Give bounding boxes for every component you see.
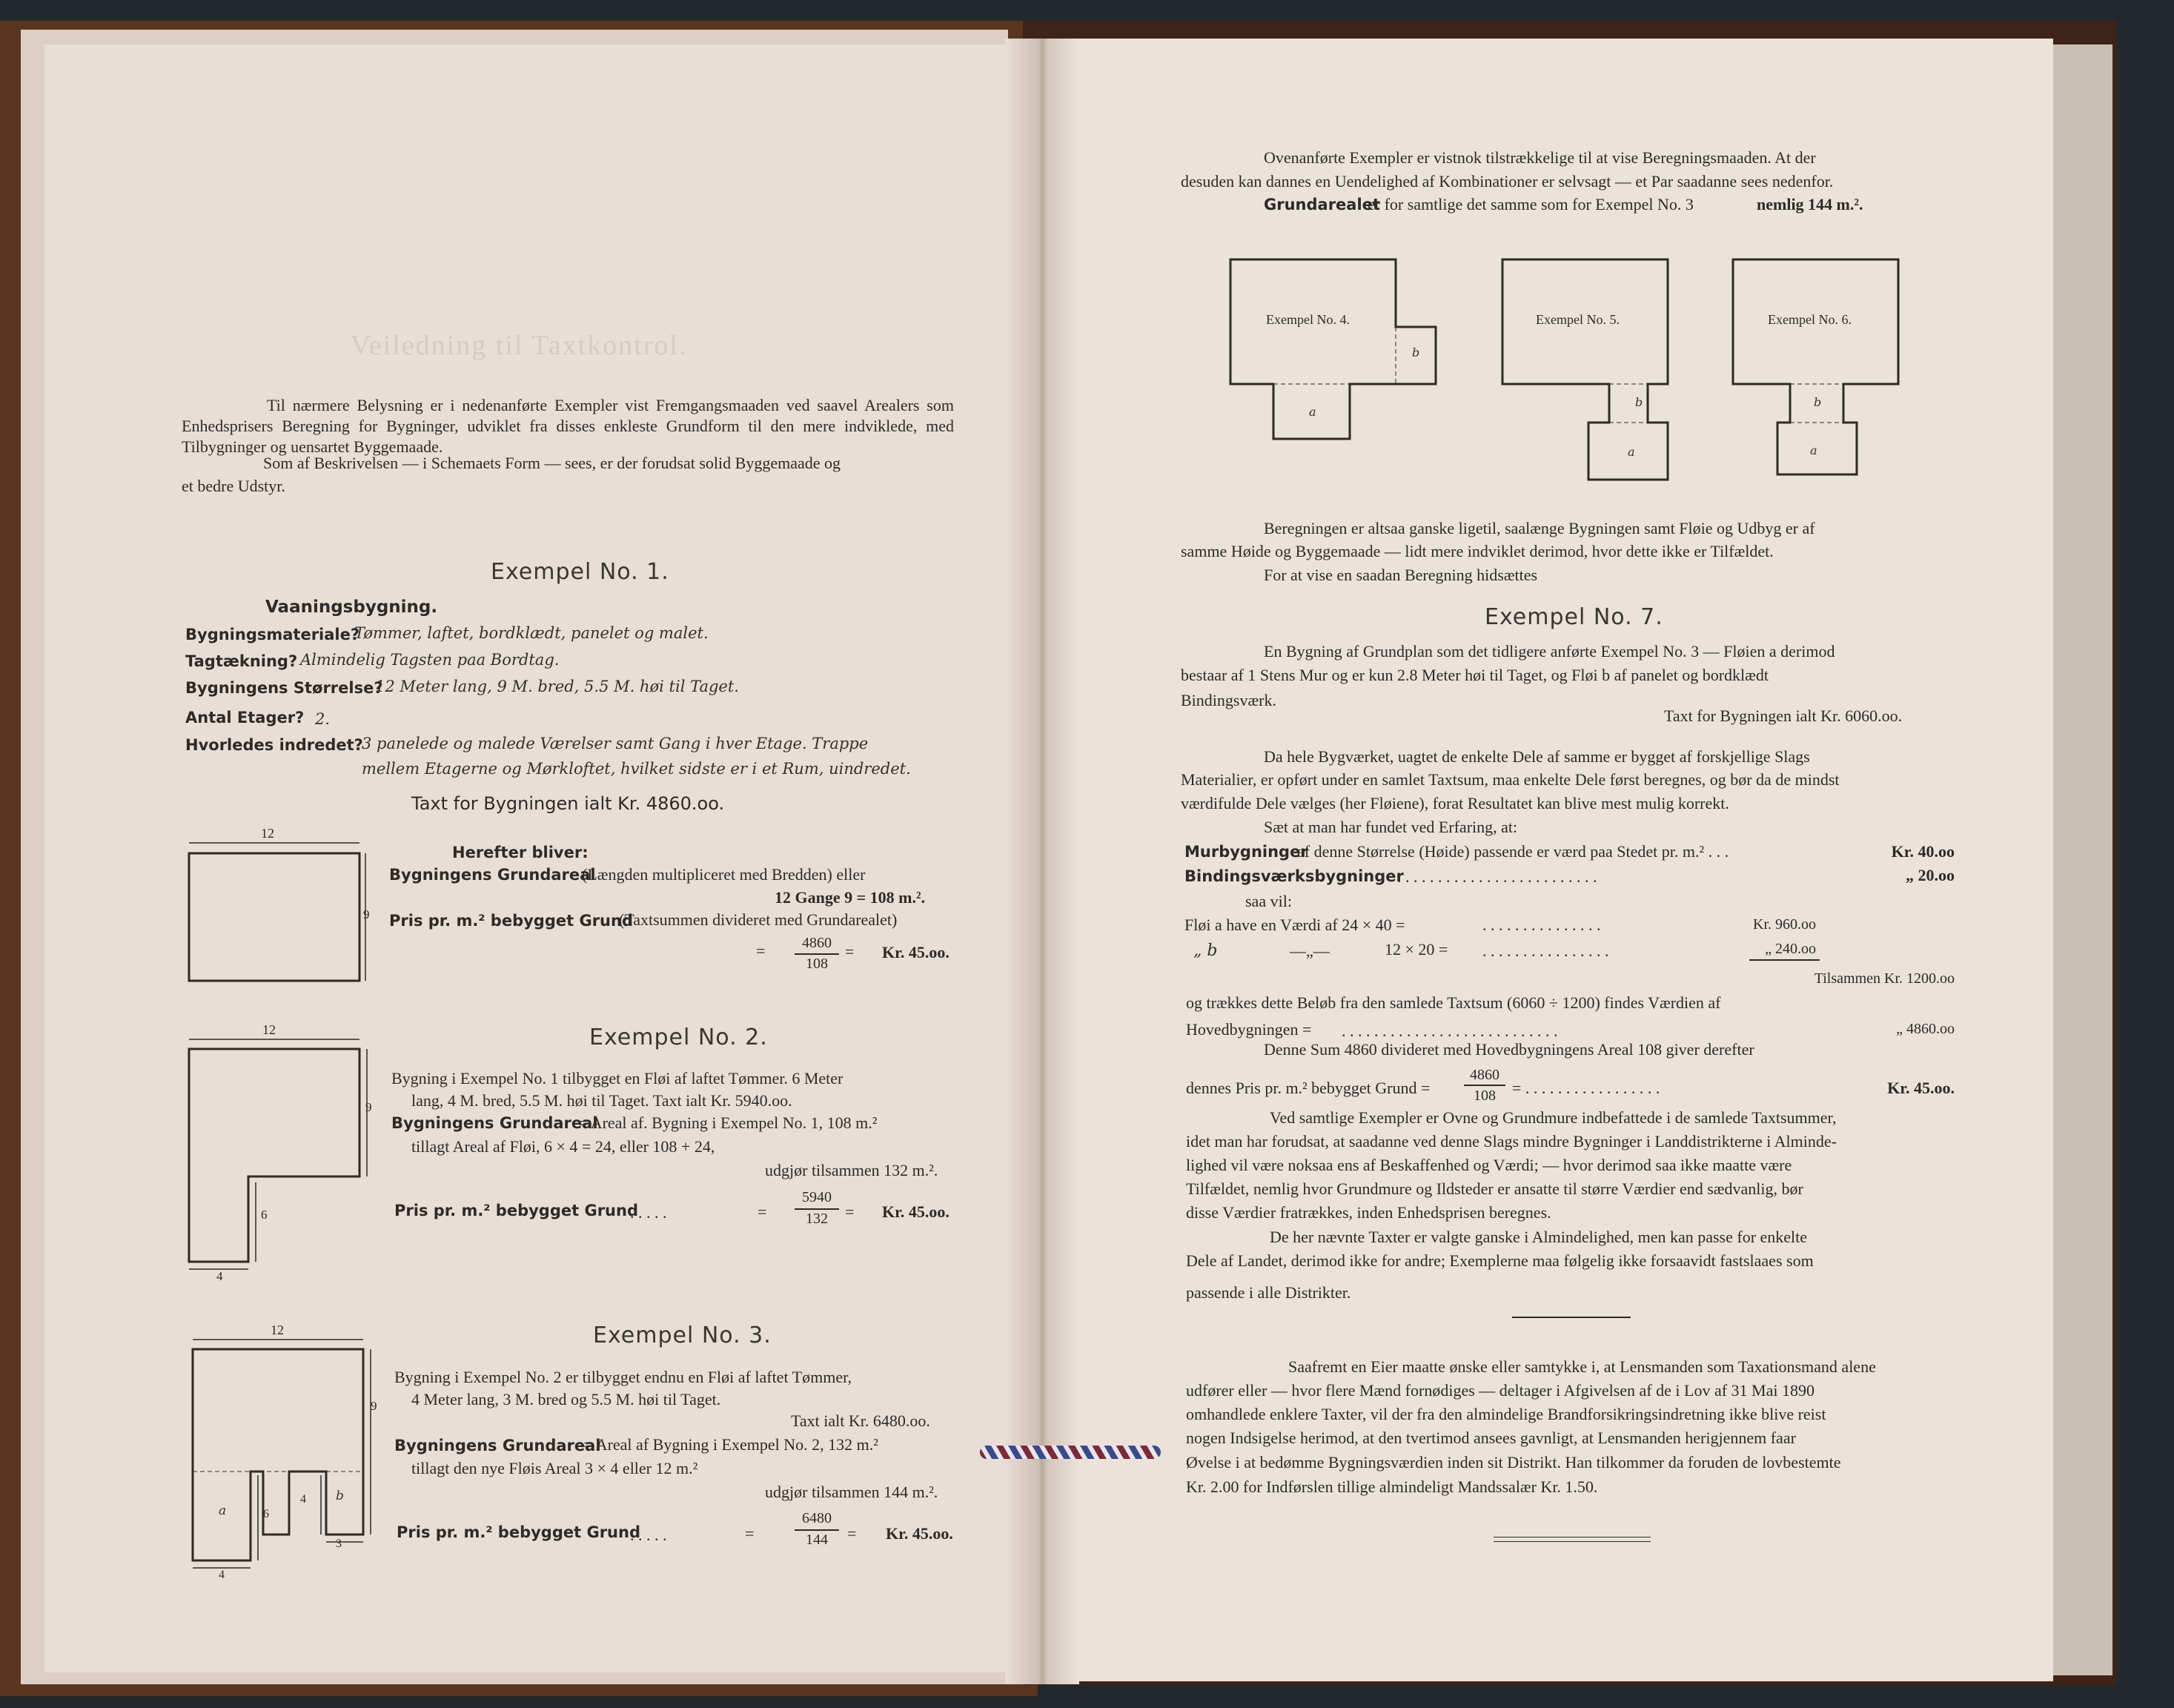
plan4-b: b xyxy=(1412,345,1420,360)
ex1-q5: Hvorledes indredet? xyxy=(185,736,363,754)
ex3-l1: Bygning i Exempel No. 2 er tilbygget endnu en Fløi af laftet Tømmer, xyxy=(394,1368,852,1386)
r-p6-4: Øvelse i at bedømme Bygningsværdien inden sit Distrikt. Han tilkommer da foruden de lovbestemte xyxy=(1186,1453,1841,1472)
ex3-dim-4a: 4 xyxy=(300,1493,306,1506)
intro-paragraph: Til nærmere Belysning er i nedenanførte Exempler vist Fremgangsmaaden ved saavel Arealers som Enhedsprisers Beregning for Bygninger, udviklet fra disses enkleste Grundform til den mere indviklede, med Tilbygninger og uensartet Byggemaade. xyxy=(182,396,954,456)
gutter xyxy=(1005,39,1079,1684)
mur-val: Kr. 40.oo xyxy=(1891,842,1955,861)
ex1-pris-label: Pris pr. m.² bebygget Grund xyxy=(389,912,633,930)
ex1-q1: Bygningsmateriale? xyxy=(185,626,360,643)
faded-heading: Veiledning til Taxtkontrol. xyxy=(350,330,688,361)
ex3-dim-3: 3 xyxy=(336,1537,342,1550)
ex2-dim-side: 9 xyxy=(365,1100,372,1114)
sum-rule xyxy=(1749,959,1820,961)
scanned-book-spread: Veiledning til Taxtkontrol. Til nærmere Belysning er i nedenanførte Exempler vist Fremgangsmaaden ved saavel Arealers som Enhedsprisers Beregning for Bygninger, udviklet fra disses enkleste Grundform til den mere indviklede, med Tilbygninger og uensartet Byggemaade. Som af Beskrivelsen — i Schemaets Form — sees, er der forudsat solid Byggemaade og et bedre Udstyr. Exempel No. 1. Vaaningsbygning. Bygningsmateriale? Tømmer, laftet, bordklædt, panelet og malet. Tagtækning? Almindelig Tagsten paa Bordtag. Bygningens Størrelse? 12 Meter lang, 9 M. bred, 5.5 M. høi til Taget. Antal Etager? 2. Hvorledes indredet? 3 panelede og malede Værelser samt Gang i hver Etage. Trappe mellem Etagerne og Mørkloftet, hvilket sidste er i et Rum, uindredet. Taxt for Bygningen ialt Kr. 4860.oo. 12 9 Herefter bliver: Bygningens Grundareal (Længden multipliceret med Bredden) eller 12 Gange 9 = 108 m.². Pris pr. m.² bebygget Grund (Taxtsummen divideret med Grundarealet) = 4860 108 = Kr. 45.oo. Exempel No. 2. 12 9 6 4 Bygning i Exempel No. 1 tilbygget en Fløi af laftet Tømmer. 6 Meter lang, 4 M. bred, 5.5 M. høi til Taget. Taxt ialt Kr. 5940.oo. Bygningens Grundareal = Areal af. Bygning i Exempel No. 1, 108 m.² tillagt Areal af Fløi, 6 × 4 = 24, eller 108 + 24, udgjør tilsammen 132 m.². Pris pr. m.² bebygget Grund . . . . . = 5940 132 = Kr. 45.oo. Exempel No. 3. 12 9 a b 6 4 3 4 Bygning i Exempel No. 2 er tilbygget endnu en Fløi af laftet Tømmer, 4 Meter lang, 3 M. bred og 5.5 M. høi til Taget. Taxt ialt Kr. 6480.oo. Bygningens Grundareal = Areal af Bygning i Exempel No. 2, 132 m.² tillagt den nye Fløis Areal 3 × 4 eller 12 m.² udgjør tilsammen 144 m.². Pris pr. m.² bebygget Grund . . . . . = 6480 144 = Kr. 45.oo. Ovenanførte Exempler er vistnok tilstrækkelige til at vise Beregningsmaaden. At der desuden kan dannes en Uendelighed af Kombinationer er selvsagt — et Par saadanne sees nedenfor. Grundarealet er for samtlige det samme som for Exempel No. 3 nemlig 144 m.². Exempel No. 4. Exempel No. 5. Exempel No. 6. b a b a b a Beregningen er altsaa ganske ligetil, saalænge Bygningen samt Fløie og Udbyg er af samme Høide og Byggemaade — lidt mere indviklet derimod, hvor dette ikke er Tilfældet. For at vise en saadan Beregning hidsættes Exempel No. 7. En Bygning af Grundplan som det tidligere anførte Exempel No. 3 — Fløien a derimod bestaar af 1 Stens Mur og er kun 2.8 Meter høi til Taget, og Fløi b af panelet og bordklædt Bindingsværk. Taxt for Bygningen ialt Kr. 6060.oo. Da hele Bygværket, uagtet de enkelte Dele af samme er bygget af forskjellige Slags Materialier, er opført under en samlet Taxtsum, maa enkelte Dele først beregnes, og bør da de mindst værdifulde Dele vælges (her Fløiene), forat Resultatet kan blive mest mulig korrekt. Sæt at man har fundet ved Erfaring, at: Murbygninger af denne Størrelse (Høide) passende er værd paa Stedet pr. m.² . . . Kr. 40.oo Bindingsværksbygninger . . . . . . . . . . . . . . . . . . . . . . . . . „ 20.oo saa vil: Fløi a have en Værdi af 24 × 40 = . . . . . . . . . . . . . . . Kr. 960.oo „ b —„— 12 × 20 = . . . . . . . . . . . . . . . . „ 240.oo Tilsammen Kr. 1200.oo og trækkes dette Beløb fra den samlede Taxtsum (6060 ÷ 1200) findes Værdien af Hovedbygningen = . . . . . . . . . . . . . . . . . . . . . . . . . . . „ 4860.oo Denne Sum 4860 divideret med Hovedbygningens Areal 108 giver derefter dennes Pris pr. m.² bebygget Grund = 4860 108 = . . . . . . . . . . . . . . . . . Kr. 45.oo. Ved samtlige Exempler er Ovne og Grundmure indbefattede i de samlede Taxtsummer, idet man har forudsat, at saadanne ved denne Slags mindre Bygninger i Landdistrikterne i Alminde- lighed vil være noksaa ens af Beskaffenhed og Værdi; — hvor derimod saa ikke maatte være Tilfældet, nemlig hvor Grundmure og Ildsteder er ansatte til større Værdier end sædvanlig, bør disse Værdier fratrækkes, inden Enhedsprisen beregnes. De her nævnte Taxter er valgte ganske i Almindelighed, men kan passe for enkelte Dele af Landet, derimod ikke for andre; Exemplerne maa følgelig ikke forsaavidt fastslaaes som passende i alle Distrikter. Saafremt en Eier maatte ønske eller samtykke i, at Lensmanden som Taxationsmand alene udfører eller — hvor flere Mænd fornødiges — deltager i Afgivelsen af de i Lov af 31 Mai 1890 omhandlede enklere Taxter, vil der fra den almindelige Brandforsikringsindretning ikke blive reist nogen Indsigelse herimod, at den tvertimod ansees gavnligt, at Lensmanden herigjennem faar Øvelse i at bedømme Bygningsværdien inden sit Distrikt. Han tilkommer da foruden de lovbestemte Kr. 2.00 for Indførslen tillige almindeligt Mandssalær Kr. 1.50. xyxy=(0,0,2174,1708)
ex1-gange: 12 Gange 9 = 108 m.². xyxy=(775,888,926,907)
ex2-dim-wing: 6 xyxy=(261,1208,268,1222)
hoved-val: „ 4860.oo xyxy=(1896,1021,1955,1037)
r-p6-1: udfører eller — hvor flere Mænd fornødiges — deltager i Afgivelsen af de i Lov af 31 Mai 1890 xyxy=(1186,1381,1815,1400)
ex3-frac-den: 144 xyxy=(806,1532,828,1548)
ex3-l2: 4 Meter lang, 3 M. bred og 5.5 M. høi til Taget. xyxy=(411,1390,721,1409)
floi-b-mid: —„— xyxy=(1290,941,1330,960)
r-p5-3: Tilfældet, nemlig hvor Grundmure og Ildsteder er ansatte til større Værdier end sædvanlig, bør xyxy=(1186,1179,1803,1198)
plan6-b: b xyxy=(1814,395,1822,409)
ex1-frac-den: 108 xyxy=(806,956,828,972)
pris-val: Kr. 45.oo. xyxy=(1887,1079,1955,1097)
ex7-a: En Bygning af Grundplan som det tidligere anførte Exempel No. 3 — Fløien a derimod xyxy=(1264,642,1835,661)
ex1-q2: Tagtækning? xyxy=(185,652,298,670)
ex3-dim-top: 12 xyxy=(271,1323,284,1337)
ex2-l5: udgjør tilsammen 132 m.². xyxy=(765,1161,938,1179)
ex1-a4: 2. xyxy=(315,710,331,728)
ex7-c: Bindingsværk. xyxy=(1181,691,1276,709)
r-p6-0: Saafremt en Eier maatte ønske eller samtykke i, at Lensmanden som Taxationsmand alene xyxy=(1288,1357,1876,1376)
r-p6-2: omhandlede enklere Taxter, vil der fra den almindelige Brandforsikringsindretning ikke blive reist xyxy=(1186,1405,1826,1423)
r-p3c: værdifulde Dele vælges (her Fløiene), forat Resultatet kan blive mest mulig korrekt. xyxy=(1181,794,1729,812)
ex3-grund-label: Bygningens Grundareal xyxy=(394,1437,601,1454)
ex1-taxt: Taxt for Bygningen ialt Kr. 4860.oo. xyxy=(411,793,725,814)
r-intro3-bold: Grundarealet xyxy=(1264,196,1380,214)
r-p4a: og trækkes dette Beløb fra den samlede Taxtsum (6060 ÷ 1200) findes Værdien af xyxy=(1186,993,1721,1012)
ex1-a5a: 3 panelede og malede Værelser samt Gang i hver Etage. Trappe xyxy=(362,735,869,752)
mur-text: af denne Størrelse (Høide) passende er værd paa Stedet pr. m.² . . . xyxy=(1297,842,1729,861)
ex2-frac-num: 5940 xyxy=(802,1189,832,1205)
ex3-l5: tillagt den nye Fløis Areal 3 × 4 eller 12 m.² xyxy=(411,1459,698,1477)
ex2-title: Exempel No. 2. xyxy=(589,1025,768,1050)
intro-line-4: Som af Beskrivelsen — i Schemaets Form — sees, er der forudsat solid Byggemaade og xyxy=(263,454,841,472)
ex2-l2: lang, 4 M. bred, 5.5 M. høi til Taget. Taxt ialt Kr. 5940.oo. xyxy=(411,1091,792,1110)
floi-b: 12 × 20 = xyxy=(1385,940,1448,959)
ex2-grund-label: Bygningens Grundareal xyxy=(391,1114,598,1132)
intro-line-5: et bedre Udstyr. xyxy=(182,477,285,495)
ex1-title: Exempel No. 1. xyxy=(491,559,669,585)
r-p5-0: Ved samtlige Exempler er Ovne og Grundmure indbefattede i de samlede Taxtsummer, xyxy=(1270,1108,1837,1127)
ex2-result: Kr. 45.oo. xyxy=(882,1202,950,1221)
ex7-taxt: Taxt for Bygningen ialt Kr. 6060.oo. xyxy=(1664,706,1903,725)
ex1-a5b: mellem Etagerne og Mørkloftet, hvilket sidste er i et Rum, uindredet. xyxy=(362,760,911,778)
ex1-subtitle: Vaaningsbygning. xyxy=(265,598,438,617)
ex1-result: Kr. 45.oo. xyxy=(882,943,950,961)
ex3-frac-bar xyxy=(795,1529,839,1531)
ex1-a1: Tømmer, laftet, bordklædt, panelet og malet. xyxy=(354,624,709,642)
ex2-l1: Bygning i Exempel No. 1 tilbygget en Fløi af laftet Tømmer. 6 Meter xyxy=(391,1069,844,1088)
ex7-title: Exempel No. 7. xyxy=(1485,604,1663,630)
floi-a: Fløi a have en Værdi af 24 × 40 = xyxy=(1184,916,1405,934)
ex3-dim-4b: 4 xyxy=(219,1569,225,1581)
ex1-frac-bar xyxy=(795,953,839,955)
ex1-herefter: Herefter bliver: xyxy=(452,844,589,861)
ex3-dim-b: b xyxy=(336,1489,344,1503)
ex1-floorplan xyxy=(182,827,374,990)
ex3-dim-side: 9 xyxy=(371,1399,377,1413)
r-p4c: Denne Sum 4860 divideret med Hovedbygningens Areal 108 giver derefter xyxy=(1264,1040,1754,1059)
r-para2b: samme Høide og Byggemaade — lidt mere indviklet derimod, hvor dette ikke er Tilfældet. xyxy=(1181,542,1774,560)
bind-dots: . . . . . . . . . . . . . . . . . . . . . . . . . xyxy=(1397,867,1597,886)
bind-label: Bindingsværksbygninger xyxy=(1184,867,1404,885)
r-p5-5: De her nævnte Taxter er valgte ganske i Almindelighed, men kan passe for enkelte xyxy=(1270,1228,1808,1246)
ex3-title: Exempel No. 3. xyxy=(593,1323,772,1348)
r-intro1: Ovenanførte Exempler er vistnok tilstrækkelige til at vise Beregningsmaaden. At der xyxy=(1264,148,1816,167)
r-frac-den: 108 xyxy=(1474,1088,1496,1104)
tilsammen: Tilsammen Kr. 1200.oo xyxy=(1814,970,1955,987)
ex1-pris-text: (Taxtsummen divideret med Grundarealet) xyxy=(619,910,898,929)
pris-line: dennes Pris pr. m.² bebygget Grund = xyxy=(1186,1079,1431,1097)
ex2-frac-den: 132 xyxy=(806,1211,828,1227)
floi-b-pre: „ b xyxy=(1193,941,1218,960)
ex1-dim-top: 12 xyxy=(261,826,274,841)
ex2-dim-top: 12 xyxy=(262,1022,276,1037)
r-p5-4: disse Værdier fratrækkes, inden Enhedsprisen beregnes. xyxy=(1186,1203,1551,1222)
ex3-result: Kr. 45.oo. xyxy=(886,1524,953,1543)
r-intro2: desuden kan dannes en Uendelighed af Kombinationer er selvsagt — et Par saadanne sees nedenfor. xyxy=(1181,172,1834,191)
r-para2c: For at vise en saadan Beregning hidsættes xyxy=(1264,566,1538,584)
r-p3b: Materialier, er opført under en samlet Taxtsum, maa enkelte Dele først beregnes, og bør da de mindst xyxy=(1181,770,1840,789)
ex3-floorplan xyxy=(185,1323,378,1575)
r-frac-bar xyxy=(1464,1085,1505,1086)
r-p6-5: Kr. 2.00 for Indførslen tillige almindeligt Mandssalær Kr. 1.50. xyxy=(1186,1477,1598,1496)
ex2-frac-bar xyxy=(795,1208,839,1210)
plan4-label: Exempel No. 4. xyxy=(1266,312,1350,327)
plan4-a: a xyxy=(1309,405,1316,419)
plan5-b: b xyxy=(1635,395,1643,409)
ex3-frac-num: 6480 xyxy=(802,1510,832,1526)
r-intro3: er for samtlige det samme som for Exempel No. 3 xyxy=(1368,195,1694,214)
ex3-dim-6: 6 xyxy=(263,1508,269,1520)
r-frac-num: 4860 xyxy=(1470,1067,1499,1083)
ex3-pris-label: Pris pr. m.² bebygget Grund xyxy=(397,1523,640,1541)
section-divider xyxy=(1512,1317,1631,1318)
r-p3a: Da hele Bygværket, uagtet de enkelte Dele af samme er bygget af forskjellige Slags xyxy=(1264,747,1810,766)
ex2-l4: tillagt Areal af Fløi, 6 × 4 = 24, eller 108 + 24, xyxy=(411,1137,715,1156)
r-p5-1: idet man har forudsat, at saadanne ved denne Slags mindre Bygninger i Landdistrikterne i Alminde- xyxy=(1186,1132,1837,1151)
ex1-frac-num: 4860 xyxy=(802,935,832,951)
ex3-l6: udgjør tilsammen 144 m.². xyxy=(765,1483,938,1501)
plan5-label: Exempel No. 5. xyxy=(1536,312,1620,327)
saa-vil: saa vil: xyxy=(1245,892,1292,910)
ex2-floorplan xyxy=(182,1023,374,1275)
ex3-l3: Taxt ialt Kr. 6480.oo. xyxy=(791,1411,930,1430)
ex1-grundareal-text: (Længden multipliceret med Bredden) eller xyxy=(582,865,866,884)
ex7-b: bestaar af 1 Stens Mur og er kun 2.8 Meter høi til Taget, og Fløi b af panelet og bordklædt xyxy=(1181,666,1769,684)
r-p5-2: lighed vil være noksaa ens af Beskaffenhed og Værdi; — hvor derimod saa ikke maatte være xyxy=(1186,1156,1792,1174)
plan6-a: a xyxy=(1810,443,1817,457)
floi-a-val: Kr. 960.oo xyxy=(1753,916,1816,933)
binding-thread xyxy=(980,1446,1161,1459)
mur-label: Murbygninger xyxy=(1184,843,1308,861)
r-p5-7: passende i alle Distrikter. xyxy=(1186,1283,1351,1302)
plans-4-5-6 xyxy=(1227,256,1968,486)
ex2-l3: = Areal af. Bygning i Exempel No. 1, 108 m.² xyxy=(578,1113,878,1132)
end-rule-2 xyxy=(1494,1541,1651,1542)
ex2-pris-label: Pris pr. m.² bebygget Grund xyxy=(394,1202,638,1219)
ex3-l4: = Areal af Bygning i Exempel No. 2, 132 m.² xyxy=(583,1435,878,1454)
ex1-dim-side: 9 xyxy=(363,907,370,921)
plan5-a: a xyxy=(1628,445,1635,459)
r-intro3-end: nemlig 144 m.². xyxy=(1757,195,1863,214)
ex2-dim-bottom: 4 xyxy=(216,1269,223,1283)
ex1-q3: Bygningens Størrelse? xyxy=(185,679,383,697)
r-p6-3: nogen Indsigelse herimod, at den tvertimod ansees gavnligt, at Lensmanden herigjennem faar xyxy=(1186,1429,1796,1447)
ex1-grundareal-label: Bygningens Grundareal xyxy=(389,866,596,884)
r-para2a: Beregningen er altsaa ganske ligetil, saalænge Bygningen samt Fløie og Udbyg er af xyxy=(1264,519,1815,537)
floi-b-val: „ 240.oo xyxy=(1765,941,1816,957)
ex1-q4: Antal Etager? xyxy=(185,709,305,726)
ex1-a3: 12 Meter lang, 9 M. bred, 5.5 M. høi til Taget. xyxy=(375,678,739,695)
hoved: Hovedbygningen = xyxy=(1186,1020,1312,1039)
ex3-dim-a: a xyxy=(219,1503,227,1518)
r-p5-6: Dele af Landet, derimod ikke for andre; Exemplerne maa følgelig ikke forsaavidt fastslaaes som xyxy=(1186,1251,1814,1270)
ex1-a2: Almindelig Tagsten paa Bordtag. xyxy=(300,651,560,669)
r-p3d: Sæt at man har fundet ved Erfaring, at: xyxy=(1264,818,1518,836)
bind-val: „ 20.oo xyxy=(1906,866,1955,884)
plan6-label: Exempel No. 6. xyxy=(1768,312,1852,327)
